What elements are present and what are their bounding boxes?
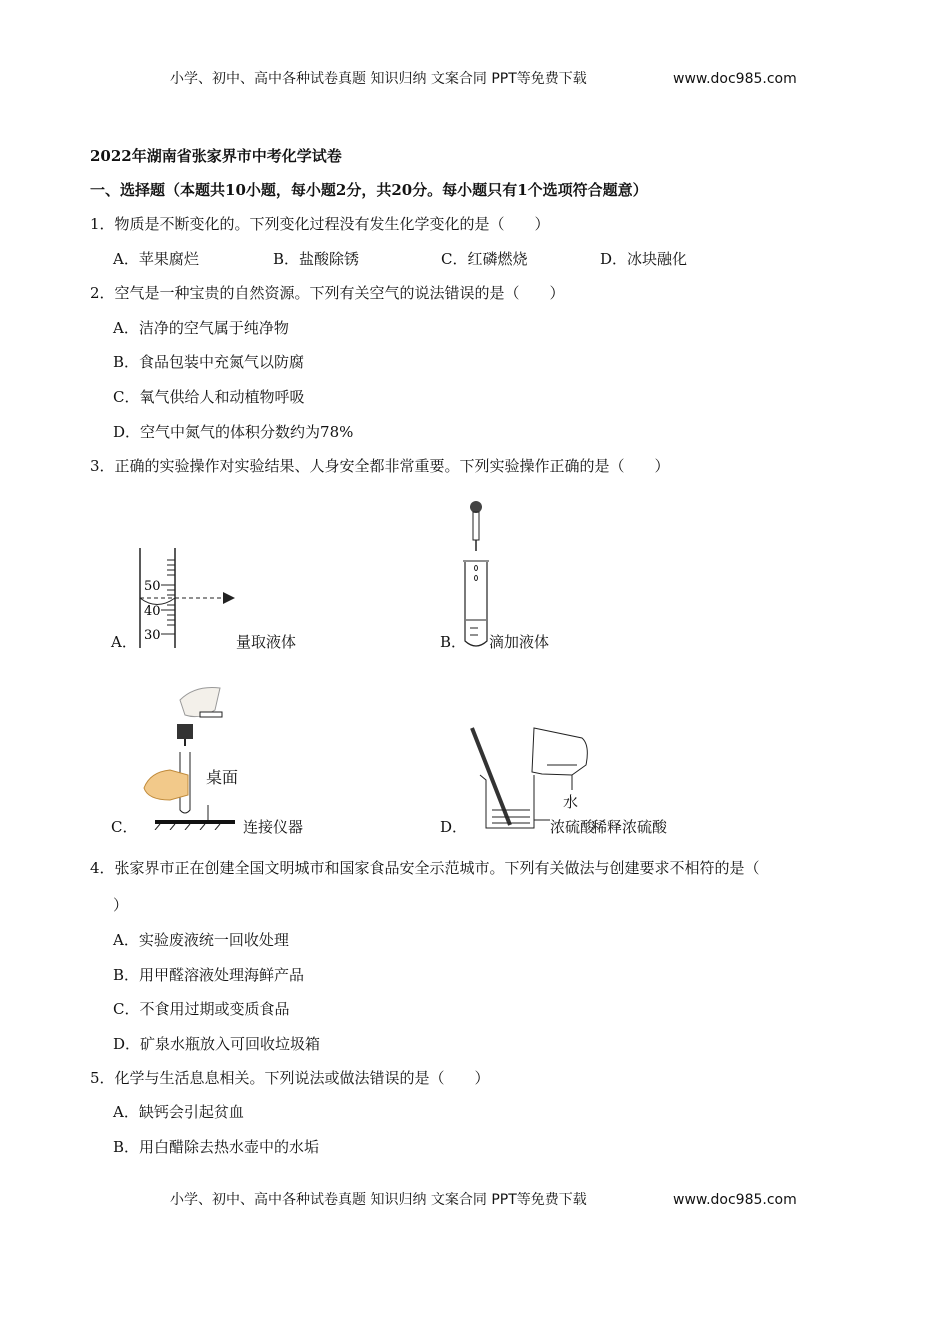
q1-option-a: A．苹果腐烂	[113, 250, 199, 268]
q4-option-b: B．用甲醛溶液处理海鲜产品	[113, 966, 305, 984]
page-footer: 小学、初中、高中各种试卷真题 知识归纳 文案合同 PPT等免费下载	[170, 1192, 587, 1208]
q5-option-a: A．缺钙会引起贫血	[113, 1103, 244, 1121]
tick-30: 30	[144, 628, 161, 643]
q2-option-b: B．食品包装中充氮气以防腐	[113, 353, 305, 371]
q1-option-b: B．盐酸除锈	[273, 250, 360, 268]
question-1: 1．物质是不断变化的。下列变化过程没有发生化学变化的是（ ）	[90, 215, 550, 233]
fig-d-acid-label: 浓硫酸	[550, 818, 596, 836]
question-3: 3．正确的实验操作对实验结果、人身安全都非常重要。下列实验操作正确的是（ ）	[90, 457, 670, 475]
q1-option-d: D．冰块融化	[600, 250, 688, 268]
fig-c-letter: C．	[111, 818, 138, 836]
fig-c-label: 连接仪器	[243, 818, 304, 836]
dropper-test-tube-figure	[460, 498, 490, 653]
tick-40: 40	[144, 604, 161, 619]
section-heading: 一、选择题（本题共10小题，每小题2分，共20分。每小题只有1个选项符合题意）	[90, 181, 648, 199]
connecting-apparatus-figure	[140, 680, 245, 830]
fig-d-label: 稀释浓硫酸	[592, 818, 668, 836]
q4-option-a: A．实验废液统一回收处理	[113, 931, 289, 949]
tick-50: 50	[144, 579, 161, 594]
question-4: 4．张家界市正在创建全国文明城市和国家食品安全示范城市。下列有关做法与创建要求不相符的是（	[90, 859, 760, 877]
footer-url[interactable]: www.doc985.com	[673, 1192, 797, 1208]
q2-option-c: C．氧气供给人和动植物呼吸	[113, 388, 305, 406]
fig-c-desk-label: 桌面	[206, 768, 239, 787]
q1-option-c: C．红磷燃烧	[441, 250, 528, 268]
header-url[interactable]: www.doc985.com	[673, 71, 797, 87]
fig-d-letter: D．	[440, 818, 468, 836]
question-5: 5．化学与生活息息相关。下列说法或做法错误的是（ ）	[90, 1069, 490, 1087]
question-2: 2．空气是一种宝贵的自然资源。下列有关空气的说法错误的是（ ）	[90, 284, 565, 302]
q2-option-a: A．洁净的空气属于纯净物	[113, 319, 289, 337]
fig-d-water-label: 水	[563, 793, 579, 811]
fig-b-label: 滴加液体	[489, 633, 550, 651]
exam-title: 2022年湖南省张家界市中考化学试卷	[90, 147, 342, 165]
fig-a-label: 量取液体	[236, 633, 297, 651]
fig-a-letter: A．	[111, 633, 137, 651]
q5-option-b: B．用白醋除去热水壶中的水垢	[113, 1138, 320, 1156]
fig-b-letter: B．	[440, 633, 467, 651]
q4-option-d: D．矿泉水瓶放入可回收垃圾箱	[113, 1035, 321, 1053]
q2-option-d: D．空气中氮气的体积分数约为78%	[113, 423, 354, 441]
graduated-cylinder-figure	[135, 545, 245, 650]
page-header: 小学、初中、高中各种试卷真题 知识归纳 文案合同 PPT等免费下载	[170, 71, 587, 87]
q4-option-c: C．不食用过期或变质食品	[113, 1000, 290, 1018]
question-4-end: ）	[113, 896, 129, 914]
